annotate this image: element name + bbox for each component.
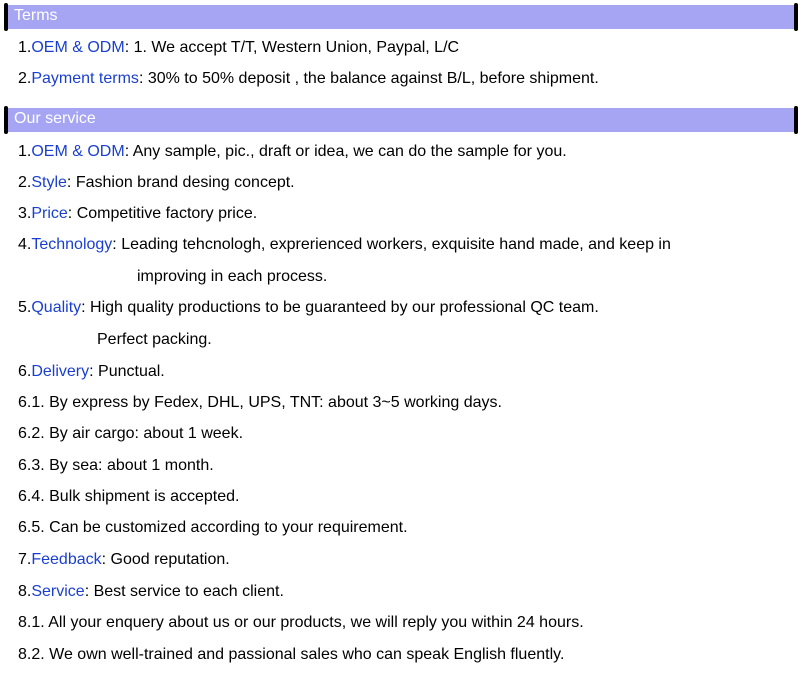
service-subitem: 6.5. Can be customized according to your requirement. xyxy=(18,519,408,536)
terms-item: 1.OEM & ODM: 1. We accept T/T, Western Union, Paypal, L/C xyxy=(18,39,460,56)
bar-right-cap xyxy=(794,106,798,134)
service-item: 3.Price: Competitive factory price. xyxy=(18,205,258,222)
service-item: 8.Service: Best service to each client. xyxy=(18,583,284,600)
service-subitem: 6.2. By air cargo: about 1 week. xyxy=(18,425,244,442)
service-item: 6.Delivery: Punctual. xyxy=(18,363,165,380)
terms-item: 2.Payment terms: 30% to 50% deposit , the balance against B/L, before shipment. xyxy=(18,70,599,87)
bar-left-cap xyxy=(4,3,8,31)
service-title: Our service xyxy=(14,110,96,127)
service-item-continuation: Perfect packing. xyxy=(97,331,212,348)
terms-title: Terms xyxy=(14,7,58,24)
service-subitem: 8.1. All your enquery about us or our products, we will reply you within 24 hours. xyxy=(18,614,584,631)
service-subitem: 6.1. By express by Fedex, DHL, UPS, TNT: about 3~5 working days. xyxy=(18,394,502,411)
terms-header-bar xyxy=(6,5,796,29)
service-item-continuation: improving in each process. xyxy=(137,268,328,285)
service-subitem: 6.3. By sea: about 1 month. xyxy=(18,457,214,474)
service-subitem: 6.4. Bulk shipment is accepted. xyxy=(18,488,240,505)
service-item: 1.OEM & ODM: Any sample, pic., draft or idea, we can do the sample for you. xyxy=(18,143,567,160)
service-item: 4.Technology: Leading tehcnologh, exprerienced workers, exquisite hand made, and keep in xyxy=(18,236,671,253)
service-item: 2.Style: Fashion brand desing concept. xyxy=(18,174,295,191)
service-item: 5.Quality: High quality productions to be guaranteed by our professional QC team. xyxy=(18,299,599,316)
service-item: 7.Feedback: Good reputation. xyxy=(18,551,230,568)
service-header-bar xyxy=(6,108,796,132)
service-subitem: 8.2. We own well-trained and passional sales who can speak English fluently. xyxy=(18,646,565,663)
bar-right-cap xyxy=(794,3,798,31)
bar-left-cap xyxy=(4,106,8,134)
